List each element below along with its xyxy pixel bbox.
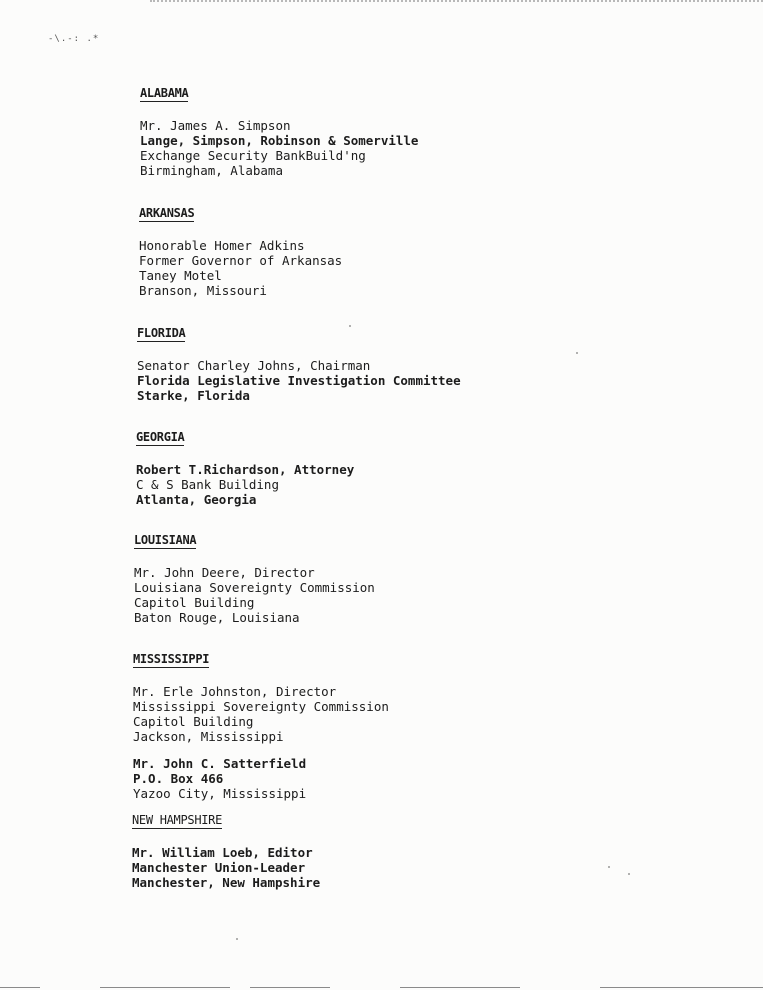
address-line: Senator Charley Johns, Chairman [137, 358, 371, 373]
address-line: Birmingham, Alabama [140, 163, 283, 178]
address-line: Baton Rouge, Louisiana [134, 610, 300, 625]
address-line: P.O. Box 466 [133, 771, 224, 786]
address-line: Starke, Florida [137, 388, 250, 403]
address-line: Capitol Building [133, 714, 254, 729]
address-entry [139, 238, 342, 298]
address-line: Mr. John C. Satterfield [133, 756, 307, 771]
state-heading: FLORIDA [137, 326, 186, 340]
address-line: Robert T.Richardson, Attorney [136, 462, 355, 477]
top-border-dots [150, 0, 763, 5]
section-alabama [140, 82, 418, 190]
bottom-scan-edge [0, 987, 40, 988]
state-heading: NEW HAMPSHIRE [132, 813, 223, 827]
address-line: Honorable Homer Adkins [139, 238, 305, 253]
address-entry [134, 565, 375, 625]
address-entry [140, 118, 418, 178]
section-florida [137, 322, 461, 415]
address-line: Yazoo City, Mississippi [133, 786, 307, 801]
address-line: Mr. William Loeb, Editor [132, 845, 313, 860]
corner-mark: -\.-: .* [48, 34, 100, 44]
address-line: Manchester, New Hampshire [132, 875, 321, 890]
address-entry [136, 462, 354, 507]
address-line: Mississippi Sovereignty Commission [133, 699, 389, 714]
address-entry [137, 358, 461, 403]
state-heading: GEORGIA [136, 430, 185, 444]
scan-speck [628, 873, 630, 875]
address-line: Louisiana Sovereignty Commission [134, 580, 375, 595]
scan-speck [349, 325, 351, 327]
address-entry [133, 684, 389, 744]
bottom-scan-edge [600, 987, 763, 988]
section-arkansas [139, 202, 342, 310]
address-line: Exchange Security BankBuild'ng [140, 148, 366, 163]
address-line: Taney Motel [139, 268, 222, 283]
state-heading: ARKANSAS [139, 206, 195, 220]
bottom-scan-edge [400, 987, 520, 988]
address-line: C & S Bank Building [136, 477, 279, 492]
section-louisiana [134, 529, 375, 637]
address-line: Mr. John Deere, Director [134, 565, 315, 580]
address-line: Mr. Erle Johnston, Director [133, 684, 337, 699]
address-entry [132, 845, 320, 890]
section-georgia [136, 426, 354, 519]
address-line: Manchester Union-Leader [132, 860, 306, 875]
bottom-scan-edge [100, 987, 230, 988]
scan-speck [236, 938, 238, 940]
bottom-scan-edge [250, 987, 330, 988]
address-line: Atlanta, Georgia [136, 492, 257, 507]
section-mississippi [133, 648, 389, 813]
address-line: Mr. James A. Simpson [140, 118, 291, 133]
state-heading: ALABAMA [140, 86, 189, 100]
state-heading: LOUISIANA [134, 533, 197, 547]
address-line: Florida Legislative Investigation Committee [137, 373, 461, 388]
scan-speck [576, 352, 578, 354]
address-line: Former Governor of Arkansas [139, 253, 343, 268]
address-line: Lange, Simpson, Robinson & Somerville [140, 133, 419, 148]
address-line: Jackson, Mississippi [133, 729, 284, 744]
address-line: Branson, Missouri [139, 283, 267, 298]
address-entry [133, 756, 389, 801]
section-new-hampshire [132, 809, 320, 902]
state-heading: MISSISSIPPI [133, 652, 210, 666]
address-line: Capitol Building [134, 595, 255, 610]
scan-speck [608, 866, 610, 868]
